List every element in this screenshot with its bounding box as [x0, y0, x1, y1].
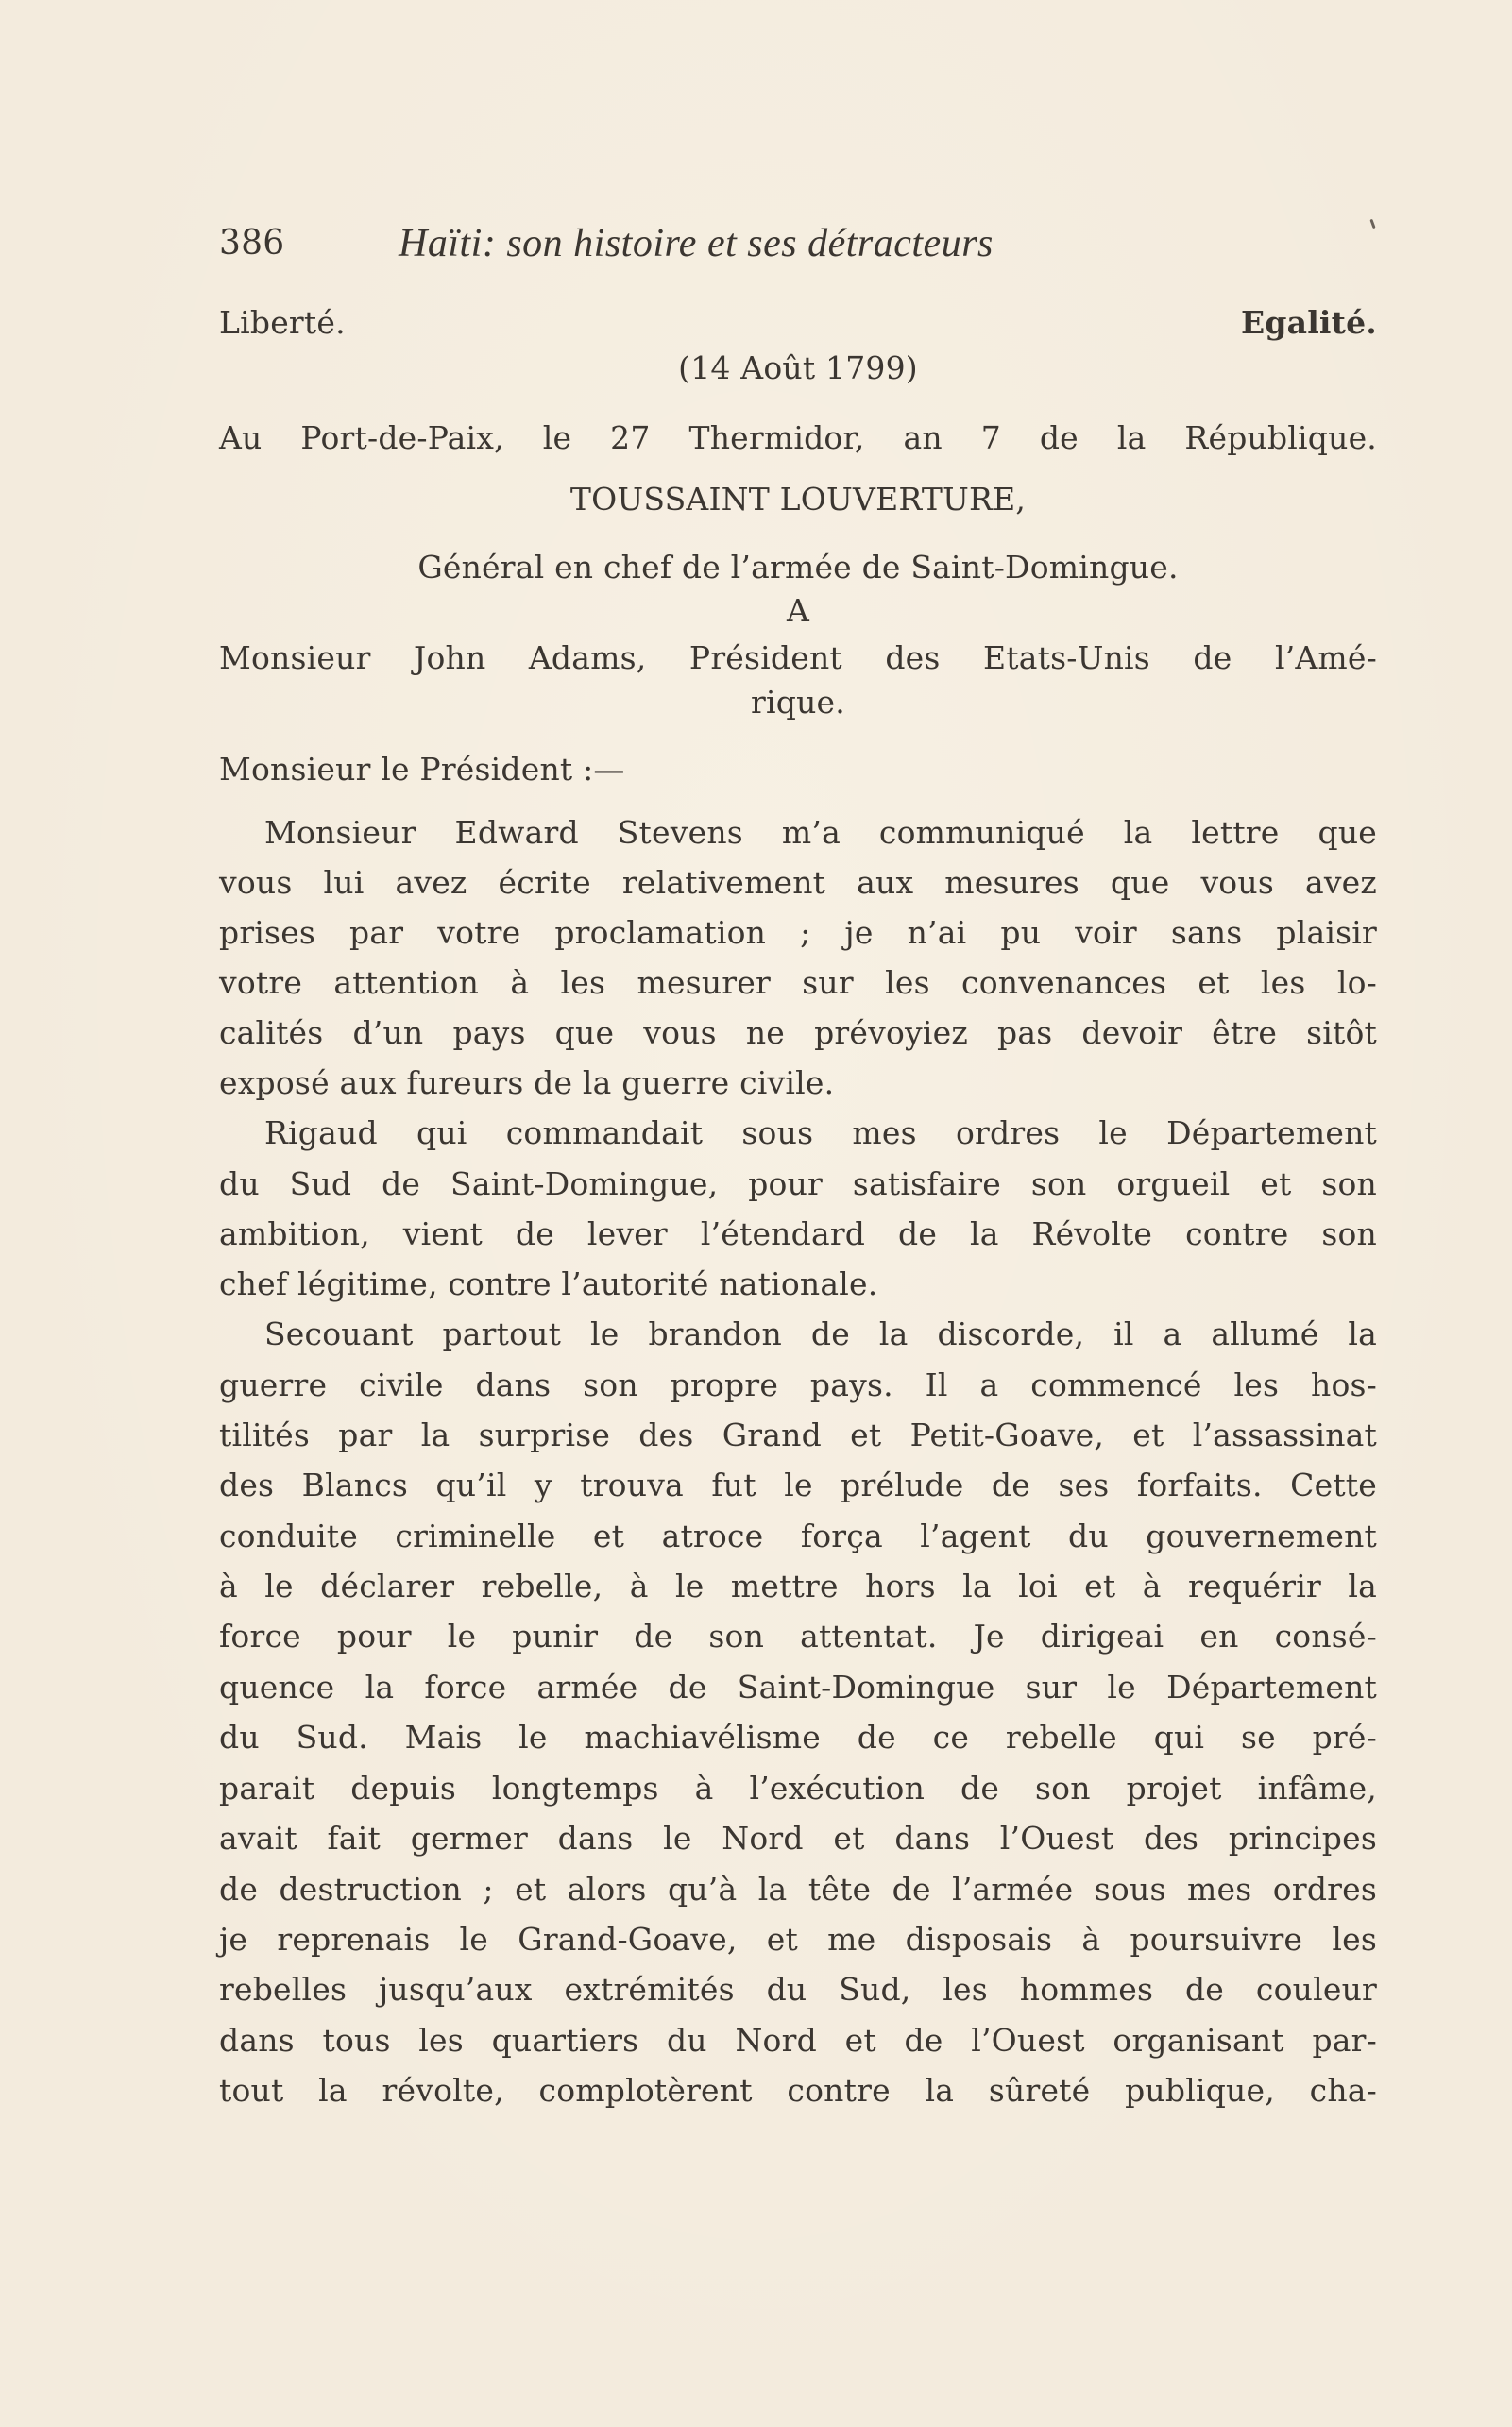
body-line: force pour le punir de son attentat. Je dirigeai en consé- — [219, 1618, 1377, 1655]
body-line: exposé aux fureurs de la guerre civile. — [219, 1064, 835, 1101]
body-line: tilités par la surprise des Grand et Petit-Goave, et l’assassinat — [219, 1417, 1377, 1453]
body-line: Rigaud qui commandait sous mes ordres le Département — [264, 1114, 1377, 1151]
page-number: 386 — [219, 224, 285, 263]
body-line: vous lui avez écrite relativement aux mesures que vous avez — [219, 864, 1377, 901]
recipient-line-2: rique. — [751, 684, 845, 721]
body-line: quence la force armée de Saint-Domingue sur le Département — [219, 1669, 1377, 1706]
body-line: rebelles jusqu’aux extrémités du Sud, les hommes de couleur — [219, 1971, 1377, 2008]
sender-name: TOUSSAINT LOUVERTURE, — [569, 481, 1027, 518]
body-line: chef légitime, contre l’autorité nationale. — [219, 1265, 878, 1302]
body-line: votre attention à les mesurer sur les convenances et les lo- — [219, 964, 1377, 1001]
body-line: du Sud de Saint-Domingue, pour satisfaire son orgueil et son — [219, 1165, 1377, 1202]
body-line: Monsieur Edward Stevens m’a communiqué la lettre que — [264, 814, 1377, 851]
motto-line — [219, 304, 1377, 342]
body-line: dans tous les quartiers du Nord et de l’Ouest organisant par- — [219, 2022, 1377, 2059]
place-and-date: Au Port-de-Paix, le 27 Thermidor, an 7 de la République. — [219, 419, 1377, 456]
salutation: Monsieur le Président :— — [219, 751, 625, 788]
addressee-prefix: A — [786, 592, 810, 629]
body-line: guerre civile dans son propre pays. Il a commencé les hos- — [219, 1366, 1377, 1403]
body-line: des Blancs qu’il y trouva fut le prélude de ses forfaits. Cette — [219, 1467, 1377, 1503]
body-line: à le déclarer rebelle, à le mettre hors la loi et à requérir la — [219, 1568, 1377, 1604]
motto-liberte: Liberté. — [219, 304, 346, 341]
body-line: je reprenais le Grand-Goave, et me disposais à poursuivre les — [219, 1921, 1377, 1958]
recipient-line-1: Monsieur John Adams, Président des Etats-Unis de l’Amé- — [219, 639, 1377, 676]
body-line: ambition, vient de lever l’étendard de la Révolte contre son — [219, 1215, 1377, 1252]
body-line: prises par votre proclamation ; je n’ai pu voir sans plaisir — [219, 914, 1377, 951]
body-line: calités d’un pays que vous ne prévoyiez pas devoir être sitôt — [219, 1014, 1377, 1051]
body-line: de destruction ; et alors qu’à la tête de l’armée sous mes ordres — [219, 1871, 1377, 1908]
book-title: Haïti: son histoire et ses détracteurs — [399, 222, 994, 265]
letter-date: (14 Août 1799) — [678, 349, 918, 386]
sender-title: Général en chef de l’armée de Saint-Domingue. — [417, 549, 1179, 586]
body-line: parait depuis longtemps à l’exécution de son projet infâme, — [219, 1770, 1377, 1807]
motto-egalite: Egalité. — [1240, 304, 1377, 341]
print-speck — [1369, 219, 1375, 229]
body-line: avait fait germer dans le Nord et dans l’Ouest des principes — [219, 1820, 1377, 1857]
body-line: Secouant partout le brandon de la discorde, il a allumé la — [264, 1315, 1377, 1352]
body-line: du Sud. Mais le machiavélisme de ce rebelle qui se pré- — [219, 1719, 1377, 1756]
body-line: tout la révolte, complotèrent contre la sûreté publique, cha- — [219, 2072, 1377, 2109]
body-line: conduite criminelle et atroce força l’agent du gouvernement — [219, 1518, 1377, 1554]
